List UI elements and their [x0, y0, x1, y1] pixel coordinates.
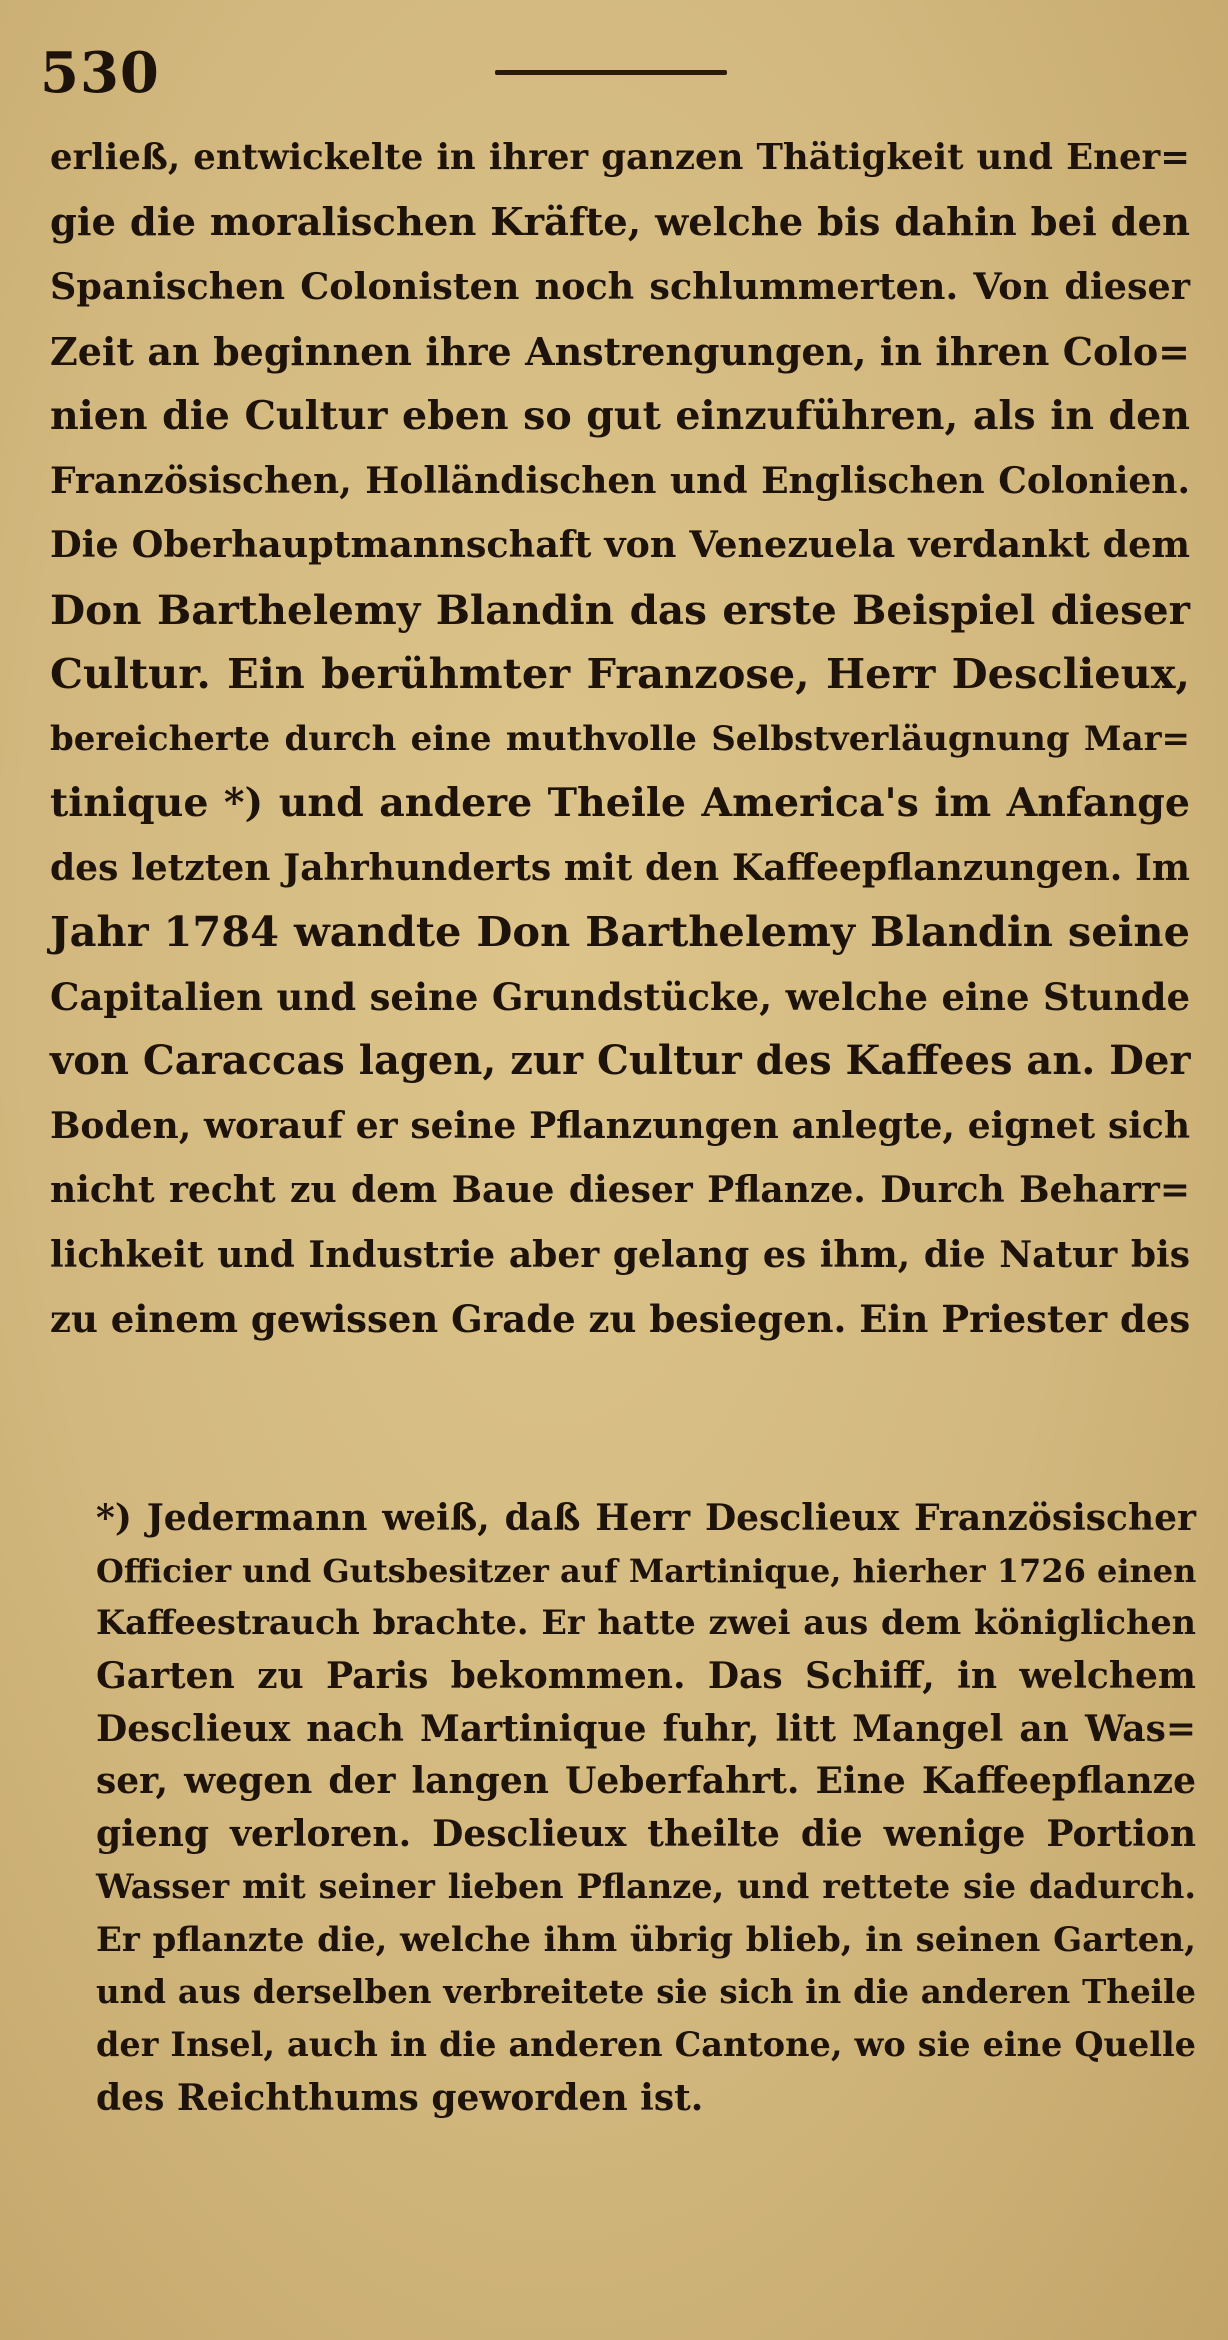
- footnote-line: Garten zu Paris bekommen. Das Schiff, in welchem: [96, 1655, 1196, 1698]
- text-line: des letzten Jahrhunderts mit den Kaffeepflanzungen. Im: [50, 846, 1190, 889]
- text-line: bereicherte durch eine muthvolle Selbstverläugnung Mar=: [50, 718, 1190, 759]
- text-line: Jahr 1784 wandte Don Barthelemy Blandin seine: [50, 907, 1190, 956]
- footnote-line: Kaffeestrauch brachte. Er hatte zwei aus dem königlichen: [96, 1603, 1196, 1643]
- text-line: zu einem gewissen Grade zu besiegen. Ein Priester des: [50, 1297, 1191, 1341]
- text-line: Die Oberhauptmannschaft von Venezuela verdankt dem: [50, 523, 1190, 566]
- text-line: gie die moralischen Kräfte, welche bis dahin bei den: [50, 199, 1190, 245]
- footnote-line: Desclieux nach Martinique fuhr, litt Mangel an Was=: [96, 1707, 1196, 1750]
- text-line: Don Barthelemy Blandin das erste Beispiel dieser: [50, 585, 1190, 634]
- text-line: Zeit an beginnen ihre Anstrengungen, in ihren Colo=: [50, 328, 1190, 374]
- footnote: [96, 1492, 1196, 2124]
- text-line: Boden, worauf er seine Pflanzungen anlegte, eignet sich: [50, 1104, 1190, 1147]
- footnote-line: gieng verloren. Desclieux theilte die wenige Portion: [96, 1813, 1196, 1856]
- footnote-line: *) Jedermann weiß, daß Herr Desclieux Französischer: [96, 1497, 1196, 1539]
- body-text: [50, 126, 1190, 1352]
- text-line: von Caraccas lagen, zur Cultur des Kaffees an. Der: [50, 1037, 1191, 1084]
- footnote-line: Er pflanzte die, welche ihm übrig blieb, in seinen Garten,: [96, 1919, 1196, 1960]
- text-line: lichkeit und Industrie aber gelang es ihm, die Natur bis: [50, 1233, 1190, 1276]
- text-line: Capitalien und seine Grundstücke, welche eine Stunde: [50, 974, 1190, 1019]
- page-number: 530: [40, 40, 160, 106]
- text-line: Spanischen Colonisten noch schlummerten. Von dieser: [50, 265, 1190, 308]
- text-line: nicht recht zu dem Baue dieser Pflanze. Durch Beharr=: [50, 1169, 1190, 1211]
- footnote-line: ser, wegen der langen Ueberfahrt. Eine Kaffeepflanze: [96, 1760, 1196, 1803]
- text-line: Cultur. Ein berühmter Franzose, Herr Desclieux,: [50, 649, 1190, 698]
- header-rule: [495, 70, 727, 75]
- footnote-line: Officier und Gutsbesitzer auf Martinique, hierher 1726 einen: [96, 1551, 1197, 1590]
- text-line: tinique *) und andere Theile America's im Anfange: [50, 780, 1190, 826]
- text-line: erließ, entwickelte in ihrer ganzen Thätigkeit und Ener=: [50, 137, 1190, 178]
- footnote-line: und aus derselben verbreitete sie sich in die anderen Theile: [96, 1972, 1196, 2012]
- text-line: Französischen, Holländischen und Englischen Colonien.: [50, 459, 1190, 502]
- text-line: nien die Cultur eben so gut einzuführen, als in den: [50, 393, 1190, 439]
- footnote-line: Wasser mit seiner lieben Pflanze, und rettete sie dadurch.: [96, 1866, 1196, 1906]
- footnote-line: des Reichthums geworden ist.: [96, 2076, 704, 2119]
- footnote-line: der Insel, auch in die anderen Cantone, wo sie eine Quelle: [96, 2024, 1196, 2064]
